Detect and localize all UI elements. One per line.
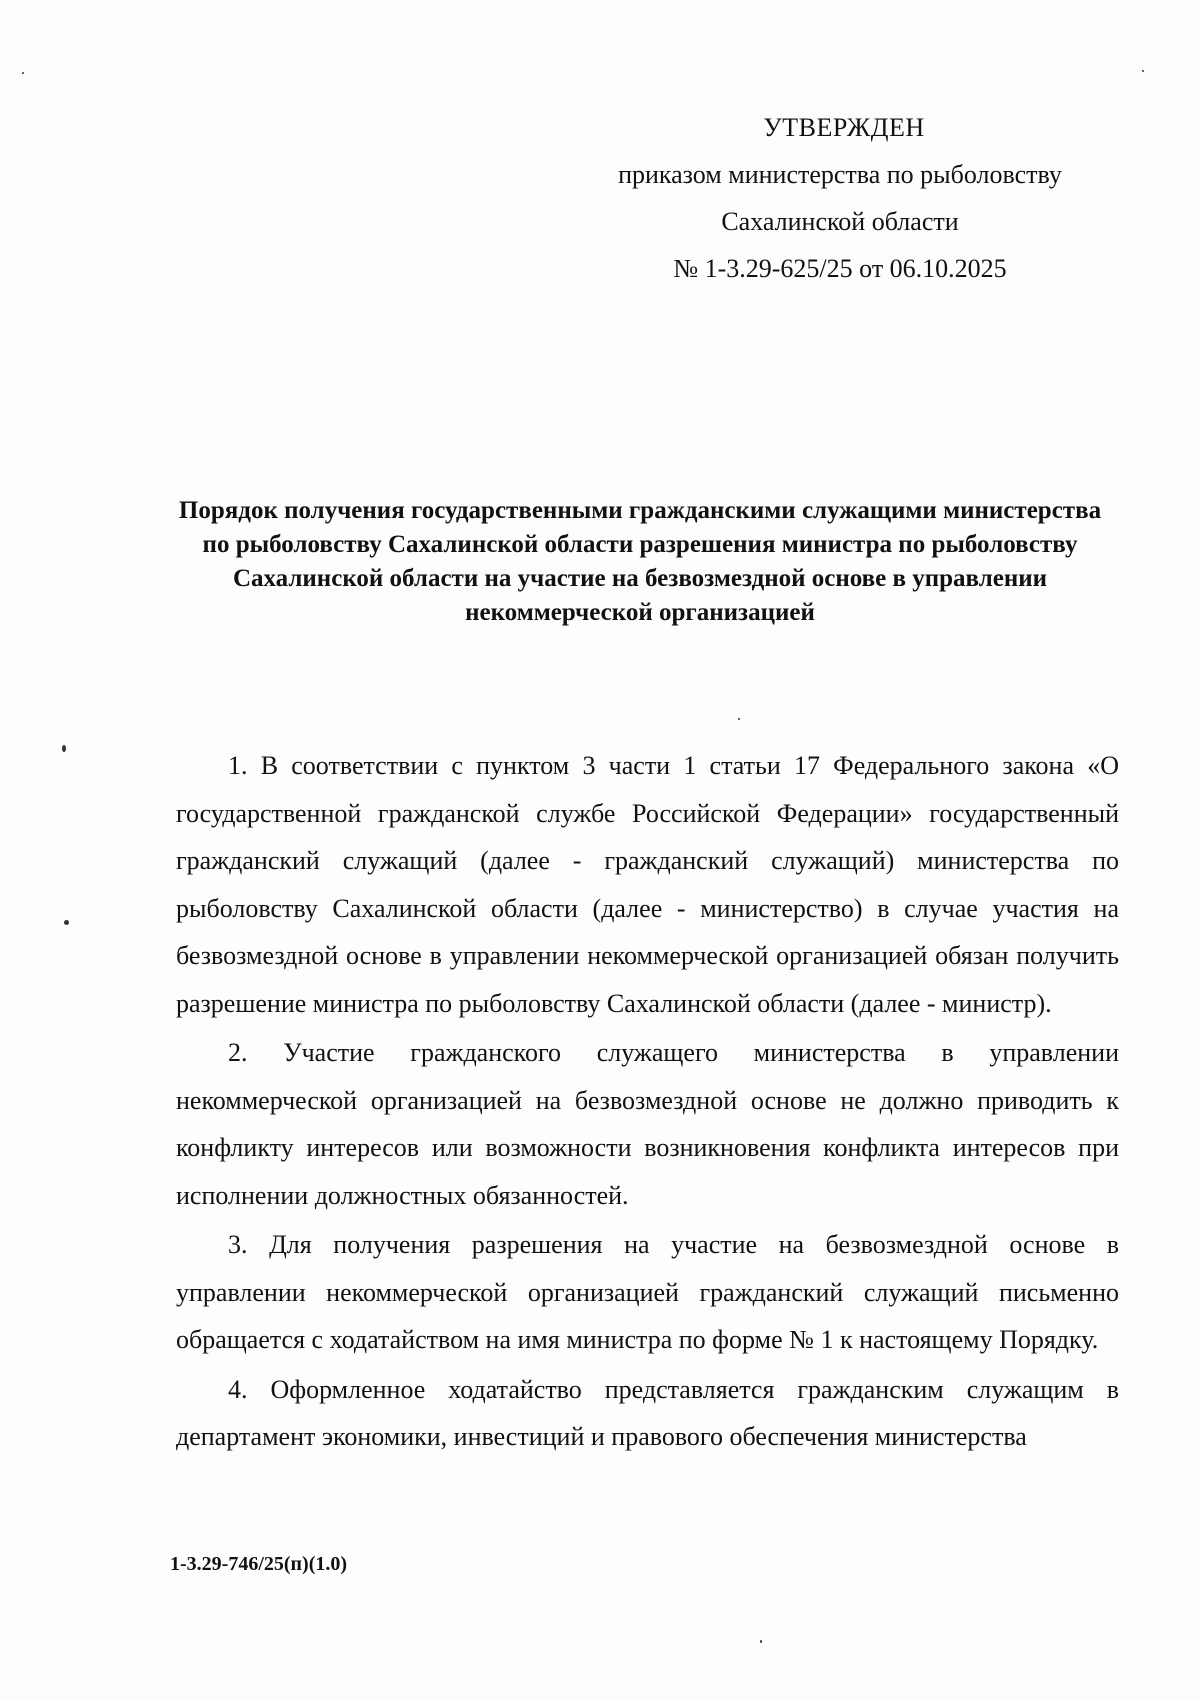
paragraph-2: 2. Участие гражданского служащего министерства в управлении некоммерческой организацией на безвозмездной основе не должно приводить к конфликту интересов или возможности возникновения конфликта интересов при исполнении должностных обязанностей. (176, 1038, 1119, 1210)
scan-speck (22, 72, 24, 74)
scan-speck (1142, 70, 1144, 72)
document-title: Порядок получения государственными гражданскими служащими министерства по рыболовству Сахалинской области разрешения министра по рыболовству Сахалинской области на участие на безвозмездной основе в управлении некоммерческой организацией (178, 497, 1102, 626)
document-body (176, 742, 1119, 1463)
paragraph-3: 3. Для получения разрешения на участие на безвозмездной основе в управлении некоммерческой организацией гражданский служащий письменно обращается с ходатайством на имя министра по форме № 1 к настоящему Порядку. (176, 1230, 1119, 1354)
approval-line-region: Сахалинской области (721, 207, 959, 236)
paragraph-4: 4. Оформленное ходатайство представляется гражданским служащим в департамент экономики, инвестиций и правового обеспечения министерства (176, 1374, 1119, 1451)
paragraph-1: 1. В соответствии с пунктом 3 части 1 статьи 17 Федерального закона «О государственной гражданской службе Российской Федерации» государственный гражданский служащий (далее - гражданский служащий) министерства по рыболовству Сахалинской области (далее - министерство) в случае участия на безвозмездной основе в управлении некоммерческой организацией обязан получить разрешение министра по рыболовству Сахалинской области (далее - министр). (176, 751, 1119, 1018)
approval-heading: УТВЕРЖДЕН (763, 113, 925, 142)
scan-speck (64, 920, 69, 925)
approval-line-order: приказом министерства по рыболовству (618, 160, 1062, 189)
scan-speck (738, 718, 740, 720)
scan-speck (62, 745, 66, 752)
scan-speck (760, 1640, 762, 1643)
approval-line-number: № 1-3.29-625/25 от 06.10.2025 (673, 254, 1007, 283)
approval-stamp-block (560, 104, 1120, 292)
document-code: 1-3.29-746/25(п)(1.0) (170, 1553, 348, 1575)
